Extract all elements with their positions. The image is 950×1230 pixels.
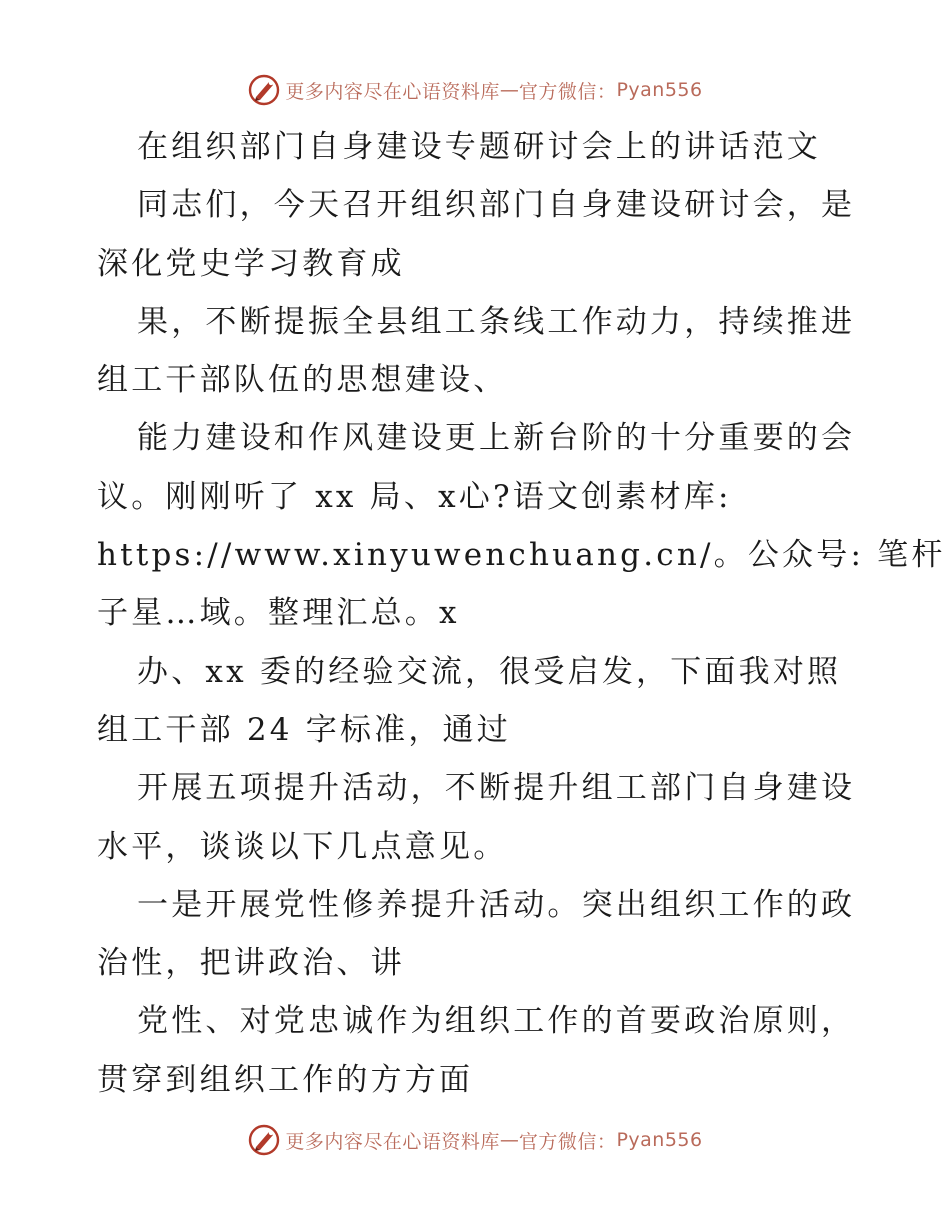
text-line: 果，不断提振全县组工条线工作动力，持续推进 bbox=[137, 303, 856, 340]
text-line: 办、xx 委的经验交流，很受启发，下面我对照 bbox=[137, 653, 842, 690]
document-body bbox=[97, 118, 946, 1109]
text-line: 同志们，今天召开组织部门自身建设研讨会，是 bbox=[137, 187, 856, 224]
pen-logo-icon bbox=[247, 1123, 281, 1157]
watermark-separator: — bbox=[499, 79, 519, 101]
text-line: 开展五项提升活动，不断提升组工部门自身建设 bbox=[137, 770, 856, 807]
text-line: 治性，把讲政治、讲 bbox=[97, 945, 405, 982]
watermark-wechat-label: 官方微信： bbox=[518, 1130, 617, 1153]
watermark-wechat-id: Pyan556 bbox=[616, 1129, 703, 1151]
text-line: 一是开展党性修养提升活动。突出组织工作的政 bbox=[137, 886, 856, 923]
text-line: 组工干部 24 字标准，通过 bbox=[97, 711, 511, 748]
text-line: 深化党史学习教育成 bbox=[97, 245, 405, 282]
watermark-wechat-id: Pyan556 bbox=[616, 79, 703, 101]
watermark-banner-top bbox=[0, 70, 950, 110]
watermark-text: 更多内容尽在心语资料库 bbox=[285, 1130, 500, 1153]
url-text-line: https://www.xinyuwenchuang.cn/。公众号: 笔杆 bbox=[97, 537, 946, 574]
text-line: 党性、对党忠诚作为组织工作的首要政治原则， bbox=[137, 1003, 856, 1040]
text-line: 组工干部队伍的思想建设、 bbox=[97, 362, 508, 399]
text-line: 子星…域。整理汇总。x bbox=[97, 595, 460, 632]
watermark-wechat-label: 官方微信： bbox=[518, 80, 617, 103]
pen-logo-icon bbox=[247, 73, 281, 107]
text-line: 贯穿到组织工作的方方面 bbox=[97, 1061, 474, 1098]
text-line: 能力建设和作风建设更上新台阶的十分重要的会 bbox=[137, 420, 856, 457]
watermark-banner-bottom bbox=[0, 1120, 950, 1160]
watermark-separator: — bbox=[499, 1129, 519, 1151]
document-title: 在组织部门自身建设专题研讨会上的讲话范文 bbox=[137, 129, 821, 165]
text-line: 议。刚刚听了 xx 局、x心?语文创素材库: bbox=[97, 478, 732, 515]
text-line: 水平，谈谈以下几点意见。 bbox=[97, 828, 508, 865]
watermark-text: 更多内容尽在心语资料库 bbox=[285, 80, 500, 103]
